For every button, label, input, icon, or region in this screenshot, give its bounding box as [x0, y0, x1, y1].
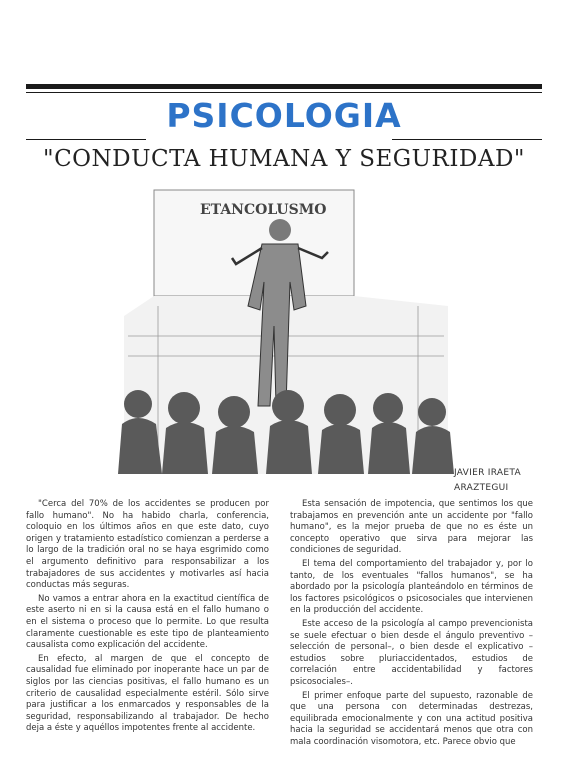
article-column-right: [290, 499, 533, 750]
paragraph: No vamos a entrar ahora en la exactitud científica de este aserto ni en si la causa está en el fallo humano o en el sistema o proceso que lo permite. Lo que resulta claramente cuestionable es este tipo de planteamiento causalista como explicación del accidente.: [26, 593, 269, 651]
author-name-line2: ARAZTEGUI: [454, 483, 509, 493]
title-rule-right: [392, 139, 542, 140]
section-title: PSICOLOGIA: [166, 96, 402, 135]
paragraph: "Cerca del 70% de los accidentes se producen por fallo humano". No ha habido charla, conferencia, coloquio en los últimos años en que este dato, cuyo origen y tratamiento estadístico comienzan a perderse a lo largo de la tradición oral no se haya esgrimido como el argumento definitivo para responsabilizar a los trabajadores de sus accidentes y motivarles así hacia conductas más seguras.: [26, 499, 269, 591]
top-thin-rule: [26, 92, 542, 93]
paragraph: El tema del comportamiento del trabajador y, por lo tanto, de los eventuales "fallos humanos", se ha abordado por la psicología planteándolo en términos de los factores psicológicos o psicosociales que intervienen en la producción del accidente.: [290, 558, 533, 616]
author-credit: [454, 466, 554, 496]
blackboard-text: ETANCOLUSMO: [200, 202, 327, 218]
top-rule: [26, 84, 542, 89]
paragraph: Este acceso de la psicología al campo prevencionista se suele efectuar o bien desde el ángulo preventivo –selección de personal–, o bien desde el explicativo –estudios sobre pluriaccidentados, estudios de correlación entre accidentabilidad y factores psicosociales–.: [290, 618, 533, 687]
article-headline: "CONDUCTA HUMANA Y SEGURIDAD": [42, 146, 525, 172]
paragraph: En efecto, al margen de que el concepto de causalidad fue eliminado por inoperante hace un par de siglos por las ciencias positivas, el fallo humano es un criterio de causalidad especialmente estéril. Sólo sirve para justificar a los enmarcados y responsables de la seguridad, responsabilizando al trabajador. De hecho deja a éste y aquéllos impotentes frente al accidente.: [26, 653, 269, 734]
paragraph: Esta sensación de impotencia, que sentimos los que trabajamos en prevención ante un accidente por "fallo humano", es la mejor prueba de que no es éste un concepto operativo que sirva para mejorar las condiciones de seguridad.: [290, 499, 533, 556]
article-column-left: [26, 499, 269, 737]
author-name-line1: JAVIER IRAETA: [454, 468, 521, 478]
title-rule-left: [26, 139, 146, 140]
lecture-illustration: [118, 186, 454, 474]
paragraph: El primer enfoque parte del supuesto, razonable de que una persona con determinadas destrezas, equilibrada emocionalmente y con una actitud positiva hacia la seguridad se accidentará menos que otra con mala coordinación visomotora, etc. Parece obvio que: [290, 690, 533, 747]
